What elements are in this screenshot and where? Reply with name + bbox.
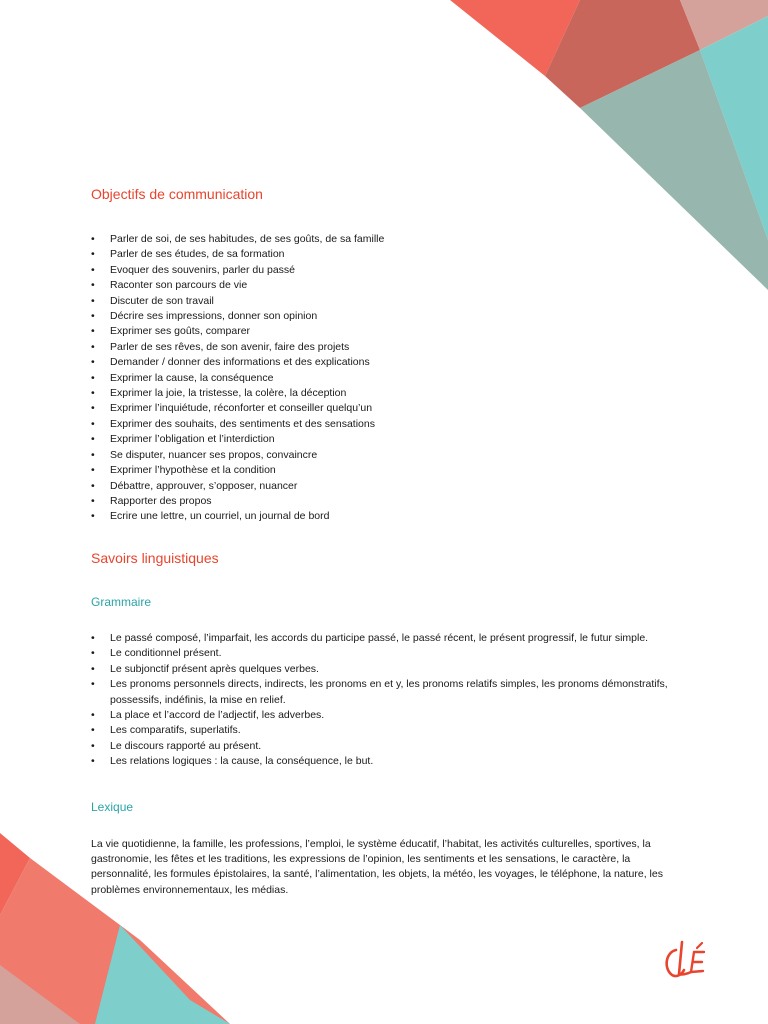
list-item: • Evoquer des souvenirs, parler du passé	[91, 263, 691, 278]
subsection-title-grammar: Grammaire	[91, 595, 152, 609]
list-item: • Exprimer l’hypothèse et la condition	[91, 463, 691, 478]
list-item: • Exprimer l’obligation et l’interdiction	[91, 432, 691, 447]
list-item: • Les pronoms personnels directs, indirects, les pronoms en et y, les pronoms relatifs simples, les pronoms démonstratifs, possessifs, indéfinis, la mise en relief.	[91, 677, 691, 708]
list-item: • La place et l’accord de l’adjectif, les adverbes.	[91, 708, 691, 723]
subsection-title-lexicon: Lexique	[91, 800, 134, 814]
lexicon-paragraph: La vie quotidienne, la famille, les professions, l’emploi, le système éducatif, l’habitat, les activités culturelles, sportives, la gastronomie, les fêtes et les traditions, les expressions de l’opinion, les sentiments et les sensations, le caractère, la personnalité, les formules épistolaires, la santé, l’alimentation, les objets, la météo, les voyages, le téléphone, la nature, les problèmes environnementaux, les médias.	[91, 838, 663, 896]
list-item: • Parler de ses études, de sa formation	[91, 247, 691, 262]
grammar-list	[91, 631, 691, 770]
list-item: • Le conditionnel présent.	[91, 646, 691, 661]
list-item: • Les relations logiques : la cause, la conséquence, le but.	[91, 754, 691, 769]
section-title-communication: Objectifs de communication	[91, 186, 263, 202]
list-item: • Demander / donner des informations et des explications	[91, 355, 691, 370]
list-item: • Ecrire une lettre, un courriel, un journal de bord	[91, 509, 691, 524]
section-title-linguistic: Savoirs linguistiques	[91, 550, 219, 566]
list-item: • Rapporter des propos	[91, 494, 691, 509]
list-item: • Exprimer l’inquiétude, réconforter et conseiller quelqu’un	[91, 401, 691, 416]
list-item: • Se disputer, nuancer ses propos, convaincre	[91, 448, 691, 463]
list-item: • Les comparatifs, superlatifs.	[91, 723, 691, 738]
list-item: • Débattre, approuver, s’opposer, nuancer	[91, 479, 691, 494]
list-item: • Exprimer la cause, la conséquence	[91, 371, 691, 386]
list-item: • Exprimer ses goûts, comparer	[91, 324, 691, 339]
cle-logo	[660, 938, 708, 980]
list-item: • Exprimer la joie, la tristesse, la colère, la déception	[91, 386, 691, 401]
list-item: • Le subjonctif présent après quelques verbes.	[91, 662, 691, 677]
list-item: • Décrire ses impressions, donner son opinion	[91, 309, 691, 324]
list-item: • Le discours rapporté au présent.	[91, 739, 691, 754]
list-item: • Discuter de son travail	[91, 294, 691, 309]
list-item: • Exprimer des souhaits, des sentiments et des sensations	[91, 417, 691, 432]
list-item: • Parler de ses rêves, de son avenir, faire des projets	[91, 340, 691, 355]
list-item: • Le passé composé, l’imparfait, les accords du participe passé, le passé récent, le présent progressif, le futur simple.	[91, 631, 691, 646]
list-item: • Raconter son parcours de vie	[91, 278, 691, 293]
list-item: • Parler de soi, de ses habitudes, de ses goûts, de sa famille	[91, 232, 691, 247]
decorative-triangles-bottom	[0, 824, 240, 1024]
communication-list	[91, 232, 691, 525]
